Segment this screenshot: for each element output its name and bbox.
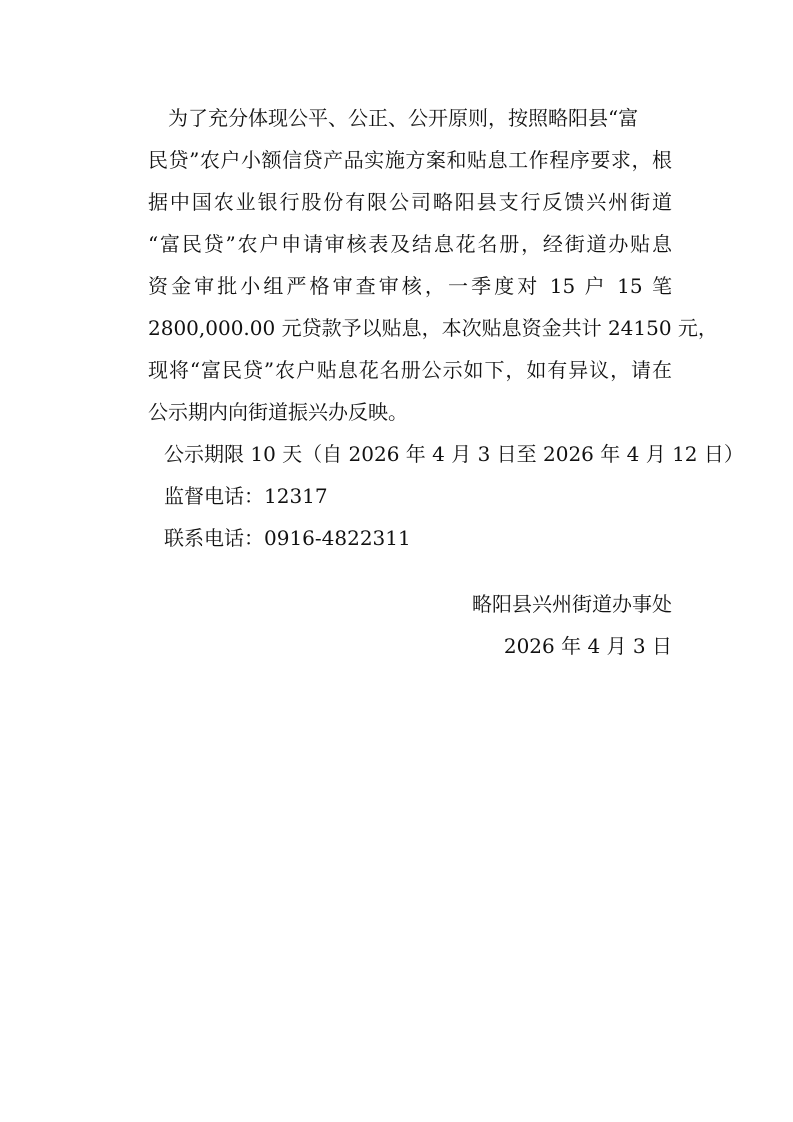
- issue-date: 2026 年 4 月 3 日: [503, 634, 672, 658]
- paragraph-line-7: 现将“富民贷”农户贴息花名册公示如下，如有异议，请在: [148, 358, 672, 382]
- issuer-name: 略阳县兴州街道办事处: [472, 592, 672, 616]
- paragraph-line-3: 据中国农业银行股份有限公司略阳县支行反馈兴州街道: [148, 190, 672, 214]
- paragraph-line-4: “富民贷”农户申请审核表及结息花名册，经街道办贴息: [148, 232, 672, 256]
- publicity-period: 公示期限 10 天（自 2026 年 4 月 3 日至 2026 年 4 月 12 日）: [164, 442, 744, 466]
- paragraph-line-8: 公示期内向街道振兴办反映。: [148, 400, 408, 424]
- supervision-phone: 监督电话：12317: [164, 484, 328, 508]
- paragraph-line-1: 为了充分体现公平、公正、公开原则，按照略阳县“富: [168, 106, 639, 130]
- paragraph-line-2: 民贷”农户小额信贷产品实施方案和贴息工作程序要求，根: [148, 148, 672, 172]
- paragraph-line-6: 2800,000.00 元贷款予以贴息，本次贴息资金共计 24150 元，: [148, 316, 718, 340]
- paragraph-line-5: 资金审批小组严格审查审核，一季度对 15 户 15 笔: [148, 274, 672, 298]
- contact-phone: 联系电话：0916-4822311: [164, 526, 411, 550]
